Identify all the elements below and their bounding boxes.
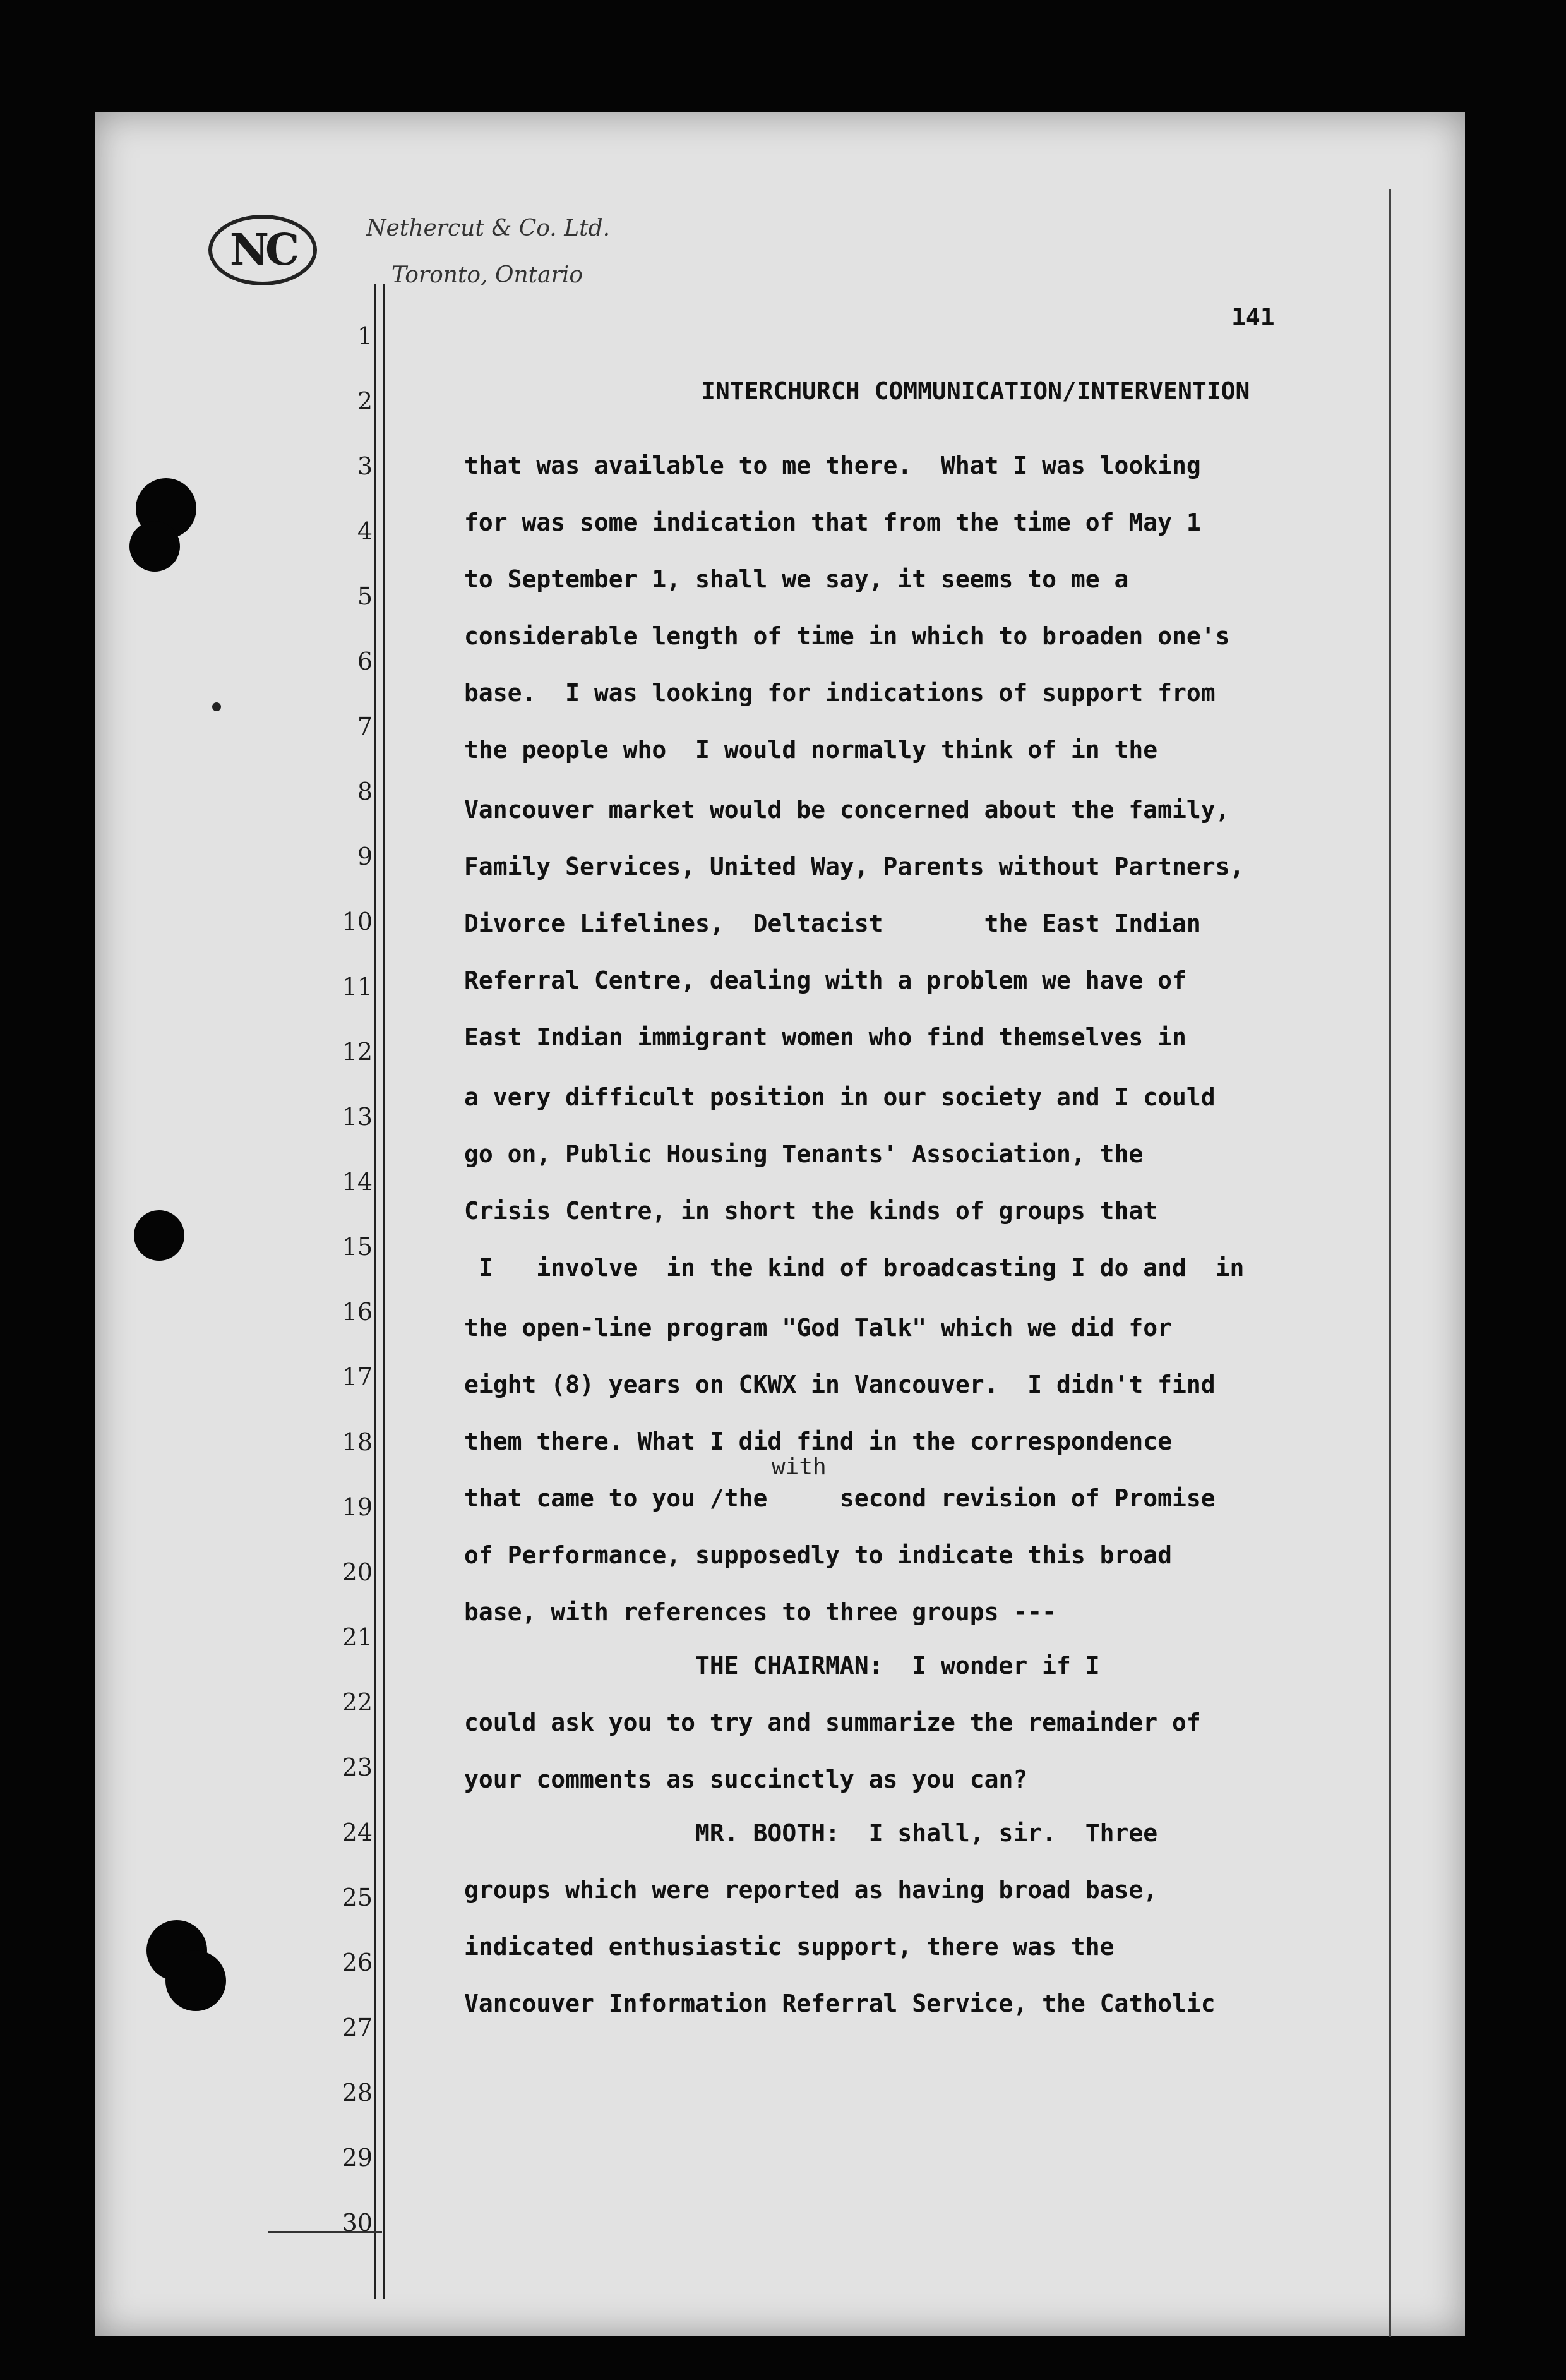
transcript-line: the people who I would normally think of in the	[464, 736, 1158, 764]
transcript-line: MR. BOOTH: I shall, sir. Three	[464, 1819, 1158, 1847]
transcript-line: East Indian immigrant women who find themselves in	[464, 1023, 1186, 1051]
company-logo	[208, 215, 317, 285]
transcript-line: to September 1, shall we say, it seems to me a	[464, 565, 1129, 593]
transcript-line: Divorce Lifelines, Deltacist the East Indian	[464, 910, 1201, 937]
line-number: 15	[342, 1233, 373, 1261]
logo-text: NC	[229, 225, 296, 275]
line-number: 22	[342, 1688, 373, 1716]
transcript-line: Crisis Centre, in short the kinds of groups that	[464, 1197, 1158, 1225]
line-number: 13	[342, 1103, 373, 1131]
transcript-line: indicated enthusiastic support, there was the	[464, 1933, 1115, 1961]
transcript-line: groups which were reported as having broad base,	[464, 1876, 1158, 1904]
line-number: 5	[357, 582, 373, 610]
transcript-line: could ask you to try and summarize the remainder of	[464, 1709, 1201, 1736]
line-number: 28	[342, 2079, 373, 2107]
transcript-line: eight (8) years on CKWX in Vancouver. I didn't find	[464, 1371, 1216, 1398]
line-number: 7	[357, 712, 373, 740]
transcript-line: I involve in the kind of broadcasting I do and in	[464, 1254, 1245, 1282]
line-number: 25	[342, 1884, 373, 1911]
transcript-line: Vancouver Information Referral Service, the Catholic	[464, 1990, 1216, 2017]
line-number: 2	[357, 387, 373, 415]
line-number: 26	[342, 1949, 373, 1976]
transcript-line: of Performance, supposedly to indicate this broad	[464, 1541, 1173, 1569]
line-number: 4	[357, 517, 373, 545]
line-number: 19	[342, 1493, 373, 1521]
right-margin-line	[1389, 189, 1391, 2337]
company-name: Nethercut & Co. Ltd.	[366, 215, 611, 241]
company-city: Toronto, Ontario	[392, 262, 583, 288]
page-header: INTERCHURCH COMMUNICATION/INTERVENTION	[701, 377, 1250, 405]
line-number: 1	[357, 322, 373, 350]
transcript-line: Vancouver market would be concerned about the family,	[464, 796, 1230, 824]
line-number: 17	[342, 1363, 373, 1391]
transcript-line: Family Services, United Way, Parents without Partners,	[464, 853, 1245, 880]
line-number: 3	[357, 452, 373, 480]
line-number: 6	[357, 647, 373, 675]
transcript-line: that came to you /the second revision of Promise	[464, 1484, 1216, 1512]
line-number: 11	[342, 973, 373, 1001]
transcript-line: that was available to me there. What I was looking	[464, 452, 1201, 479]
line-number: 23	[342, 1753, 373, 1781]
line-number: 10	[342, 908, 373, 935]
line-number: 16	[342, 1298, 373, 1326]
punch-hole	[134, 1210, 184, 1261]
speck	[212, 702, 221, 711]
line-number: 8	[357, 778, 373, 805]
line-number: 12	[342, 1038, 373, 1066]
transcript-line: THE CHAIRMAN: I wonder if I	[464, 1652, 1100, 1680]
punch-hole	[165, 1950, 226, 2011]
line-number: 29	[342, 2144, 373, 2172]
transcript-line: a very difficult position in our society and I could	[464, 1083, 1216, 1111]
letterhead	[366, 205, 610, 299]
line-number: 9	[357, 843, 373, 870]
transcript-line: base. I was looking for indications of support from	[464, 679, 1216, 707]
transcript-line: the open-line program "God Talk" which we did for	[464, 1314, 1173, 1342]
transcript-line: for was some indication that from the time of May 1	[464, 508, 1201, 536]
handwritten-insert: with	[772, 1454, 827, 1480]
line-number: 30	[342, 2209, 373, 2237]
punch-hole	[129, 521, 180, 572]
line-number: 21	[342, 1623, 373, 1651]
margin-line	[374, 284, 385, 2299]
line-number: 14	[342, 1168, 373, 1196]
page-number: 141	[1231, 303, 1275, 331]
transcript-line: considerable length of time in which to broaden one's	[464, 622, 1230, 650]
transcript-line: base, with references to three groups ---	[464, 1598, 1056, 1626]
transcript-line: Referral Centre, dealing with a problem we have of	[464, 966, 1186, 994]
transcript-line: your comments as succinctly as you can?	[464, 1765, 1028, 1793]
transcript-line: them there. What I did find in the correspondence	[464, 1427, 1173, 1455]
line-number: 20	[342, 1558, 373, 1586]
transcript-line: go on, Public Housing Tenants' Association, the	[464, 1140, 1144, 1168]
line-number: 27	[342, 2014, 373, 2041]
line-number: 24	[342, 1818, 373, 1846]
line-number: 18	[342, 1428, 373, 1456]
